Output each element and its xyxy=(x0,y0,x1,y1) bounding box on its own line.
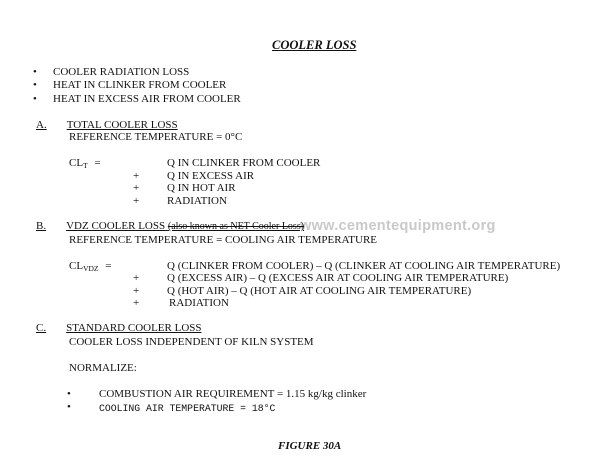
section-heading: STANDARD COOLER LOSS xyxy=(66,322,202,334)
intro-bullet-text: HEAT IN EXCESS AIR FROM COOLER xyxy=(53,93,241,105)
reference-temperature: REFERENCE TEMPERATURE = 0°C xyxy=(69,131,243,143)
section-heading-note: (also known as NET Cooler Loss) xyxy=(167,221,305,232)
plus-operator: + xyxy=(133,195,140,207)
section-letter: C. xyxy=(36,322,47,334)
normalize-label: NORMALIZE: xyxy=(69,362,137,374)
section-heading: TOTAL COOLER LOSS xyxy=(66,119,178,131)
formula-term: RADIATION xyxy=(167,195,227,207)
page-title: COOLER LOSS xyxy=(272,38,357,52)
bullet-icon: • xyxy=(33,79,37,91)
bullet-icon: • xyxy=(67,388,71,400)
formula-term: Q IN EXCESS AIR xyxy=(167,170,255,182)
formula-term: Q IN HOT AIR xyxy=(167,182,236,194)
figure-caption: FIGURE 30A xyxy=(278,440,342,452)
plus-operator: + xyxy=(133,285,140,297)
formula-term: Q IN CLINKER FROM COOLER xyxy=(167,157,321,169)
normalize-item: COMBUSTION AIR REQUIREMENT = 1.15 kg/kg clinker xyxy=(99,388,367,400)
section-heading: VDZ COOLER LOSS xyxy=(66,220,166,232)
section-b-heading-row xyxy=(36,220,304,233)
normalize-item: COOLING AIR TEMPERATURE = 18°C xyxy=(99,403,276,414)
intro-bullet-text: COOLER RADIATION LOSS xyxy=(53,66,190,78)
plus-operator: + xyxy=(133,170,140,182)
formula-symbol: CLT = xyxy=(69,157,101,170)
formula-term: RADIATION xyxy=(169,297,229,309)
plus-operator: + xyxy=(133,272,140,284)
formula-term: Q (EXCESS AIR) – Q (EXCESS AIR AT COOLING AIR TEMPERATURE) xyxy=(167,272,509,284)
section-letter: A. xyxy=(36,119,47,131)
bullet-icon: • xyxy=(33,66,37,78)
section-letter: B. xyxy=(36,220,47,232)
bullet-icon: • xyxy=(67,401,71,413)
section-c-heading-row xyxy=(36,322,204,335)
formula-term: Q (HOT AIR) – Q (HOT AIR AT COOLING AIR TEMPERATURE) xyxy=(167,285,472,297)
plus-operator: + xyxy=(133,182,140,194)
formula-term: Q (CLINKER FROM COOLER) – Q (CLINKER AT COOLING AIR TEMPERATURE) xyxy=(167,260,561,272)
formula-symbol: CLVDZ = xyxy=(69,260,112,273)
section-description: COOLER LOSS INDEPENDENT OF KILN SYSTEM xyxy=(69,336,314,348)
watermark: www.cementequipment.org xyxy=(300,218,496,234)
intro-bullet-text: HEAT IN CLINKER FROM COOLER xyxy=(53,79,227,91)
bullet-icon: • xyxy=(33,93,37,105)
plus-operator: + xyxy=(133,297,140,309)
reference-temperature: REFERENCE TEMPERATURE = COOLING AIR TEMPERATURE xyxy=(69,234,378,246)
